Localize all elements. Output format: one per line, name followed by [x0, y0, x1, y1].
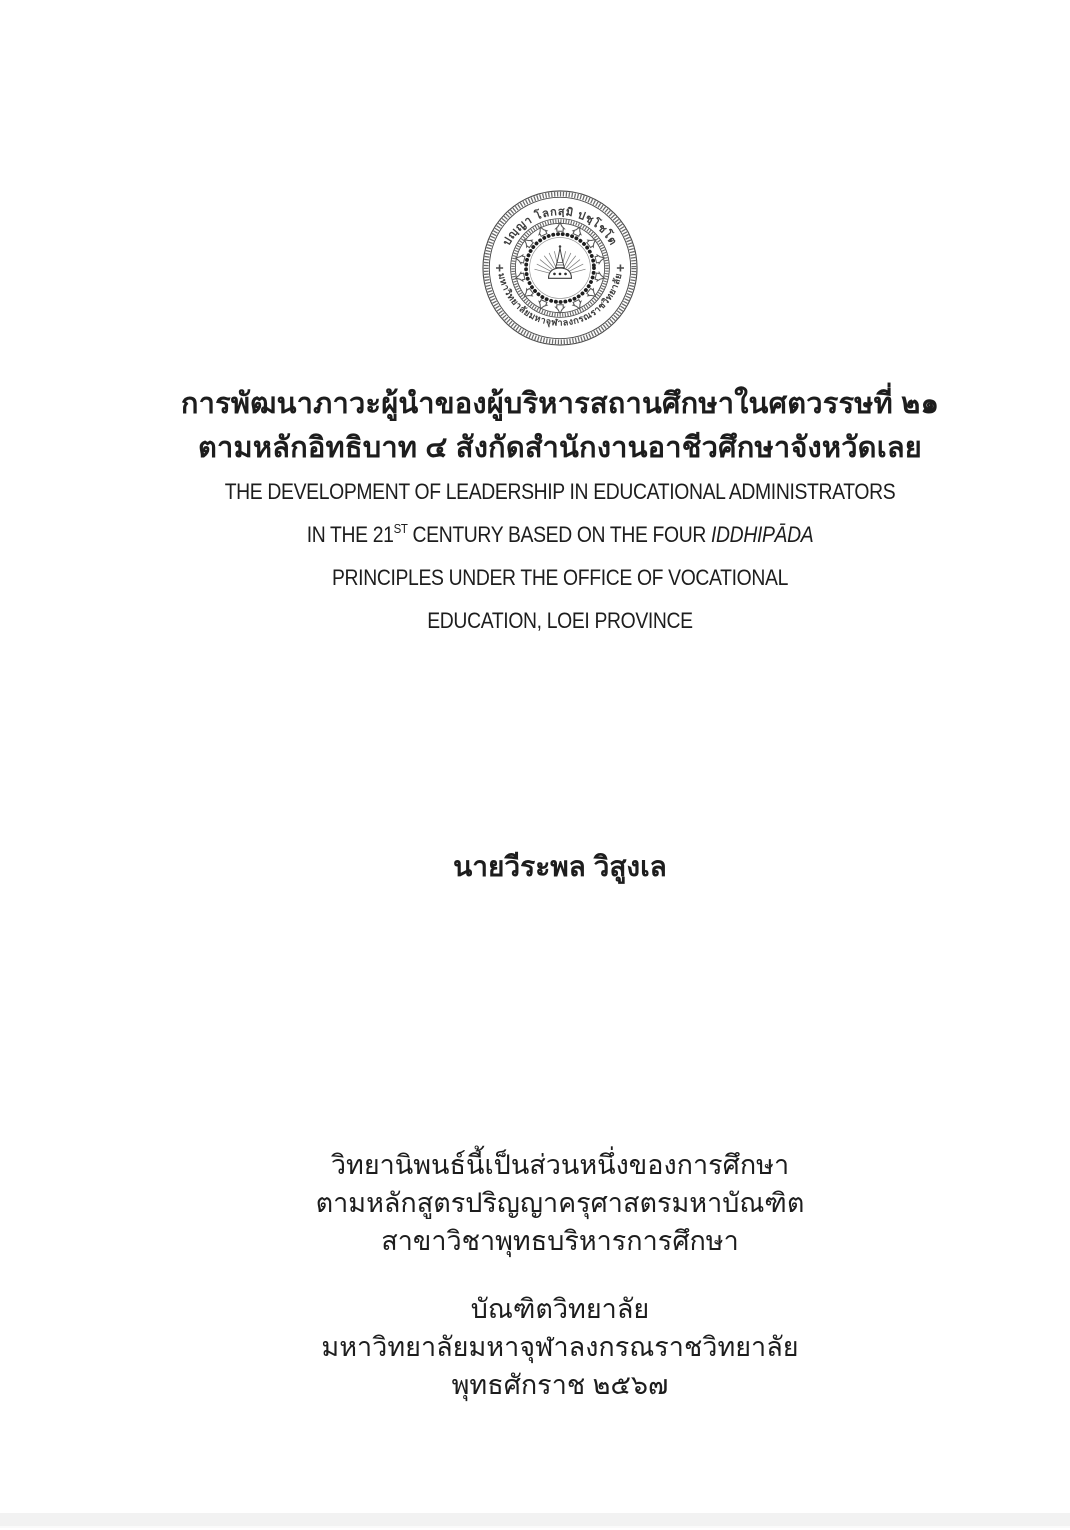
english-title-line3: PRINCIPLES UNDER THE OFFICE OF VOCATIONAL — [331, 565, 789, 590]
seal-ring-text: มหาวิทยาลัยมหาจุฬาลงกรณราชวิทยาลัย — [496, 272, 624, 328]
university-seal-graphic — [481, 189, 639, 347]
english-title-line2 — [89, 513, 1031, 556]
submission-line3: สาขาวิชาพุทธบริหารการศึกษา — [381, 1226, 739, 1256]
institution-block — [25, 1290, 1070, 1404]
buddhist-era-year-line: พุทธศักราช ๒๕๖๗ — [451, 1370, 669, 1400]
english-title-ordinal-superscript: ST — [393, 520, 408, 536]
submission-line1: วิทยานิพนธ์นี้เป็นส่วนหนึ่งของการศึกษา — [330, 1150, 790, 1180]
english-title-line2-middle: CENTURY BASED ON THE FOUR — [407, 522, 712, 547]
thai-title-line1: การพัฒนาภาวะผู้นำของผู้บริหารสถานศึกษาในศตวรรษที่ ๒๑ — [180, 388, 940, 420]
thesis-title-thai — [25, 382, 1070, 470]
author-name: นายวีระพล วิสูงเล — [453, 851, 667, 882]
seal-left-cross-icon — [496, 264, 503, 271]
submission-statement — [25, 1146, 1070, 1260]
seal-motto-text: ปญฺญา โลกสฺมิ ปชฺโชโต — [500, 205, 620, 248]
thesis-title-english — [89, 470, 1031, 642]
page-bottom-edge-bar — [0, 1513, 1070, 1528]
graduate-school-line: บัณฑิตวิทยาลัย — [470, 1294, 650, 1324]
english-title-line4: EDUCATION, LOEI PROVINCE — [427, 608, 693, 633]
english-title-line1: THE DEVELOPMENT OF LEADERSHIP IN EDUCATIONAL ADMINISTRATORS — [224, 479, 896, 504]
university-seal-icon — [481, 189, 639, 347]
university-name-line: มหาวิทยาลัยมหาจุฬาลงกรณราชวิทยาลัย — [321, 1332, 799, 1362]
seal-right-cross-icon — [617, 264, 624, 271]
thai-title-line2: ตามหลักอิทธิบาท ๔ สังกัดสำนักงานอาชีวศึกษาจังหวัดเลย — [198, 432, 922, 464]
submission-line2: ตามหลักสูตรปริญญาครุศาสตรมหาบัณฑิต — [315, 1188, 805, 1218]
english-title-line2-italic-term: IDDHIPĀDA — [711, 522, 814, 547]
english-title-line2-prefix: IN THE 21 — [306, 522, 394, 547]
page-content — [25, 0, 1070, 1530]
